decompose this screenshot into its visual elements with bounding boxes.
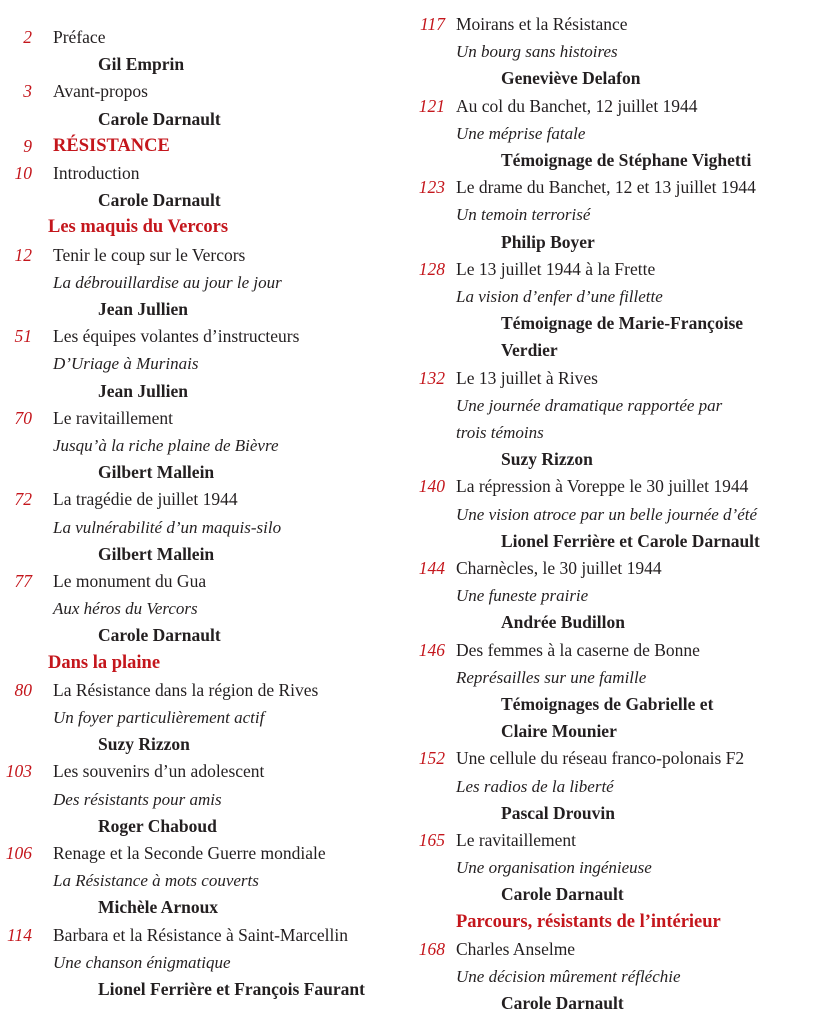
toc-line — [408, 909, 829, 936]
page-number: 152 — [418, 748, 445, 769]
section-heading: Les maquis du Vercors — [48, 217, 229, 238]
entry-author: Carole Darnault — [501, 884, 624, 905]
toc-line — [408, 528, 829, 555]
toc-line — [408, 773, 829, 800]
entry-author: Jean Jullien — [98, 299, 188, 319]
entry-author: Jean Jullien — [98, 380, 188, 401]
toc-line — [0, 786, 408, 813]
toc-line — [0, 514, 408, 541]
toc-line — [0, 459, 408, 486]
toc-line — [408, 936, 829, 963]
toc-line — [0, 160, 408, 187]
entry-subtitle: Une funeste prairie — [456, 586, 589, 606]
entry-subtitle: Des résistants pour amis — [53, 789, 222, 809]
page-number: 103 — [5, 761, 32, 782]
entry-author: Lionel Ferrière et Carole Darnault — [501, 530, 760, 551]
toc-line — [0, 677, 408, 704]
toc-line — [0, 296, 408, 323]
page-number: 70 — [14, 407, 32, 428]
toc-line — [408, 65, 829, 92]
entry-subtitle: Les radios de la liberté — [456, 776, 614, 796]
toc-line — [408, 637, 829, 664]
entry-author: Suzy Rizzon — [501, 449, 593, 470]
entry-subtitle: trois témoins — [456, 423, 544, 442]
toc-line — [408, 745, 829, 772]
entry-title: La Résistance dans la région de Rives — [53, 679, 319, 700]
toc-line — [408, 283, 829, 310]
entry-author: Verdier — [501, 340, 558, 361]
toc-line — [0, 486, 408, 513]
entry-subtitle: Une vision atroce par un belle journée d’été — [456, 504, 758, 524]
entry-subtitle: Une journée dramatique rapportée par — [456, 395, 723, 415]
toc-line — [0, 867, 408, 894]
toc-line — [408, 310, 829, 337]
toc-line — [0, 704, 408, 731]
entry-title: Les équipes volantes d’instructeurs — [53, 326, 300, 347]
toc-line — [0, 922, 408, 949]
toc-line — [408, 501, 829, 528]
toc-line — [0, 133, 408, 160]
page-number: 168 — [418, 938, 445, 959]
section-heading: Dans la plaine — [48, 652, 161, 673]
toc-line — [408, 147, 829, 174]
entry-subtitle: Un bourg sans histoires — [456, 42, 618, 62]
toc-line — [408, 392, 829, 419]
entry-subtitle: Une décision mûrement réfléchie — [456, 967, 681, 986]
toc-line — [0, 731, 408, 758]
entry-author: Pascal Drouvin — [501, 802, 615, 823]
toc-line — [408, 881, 829, 908]
entry-author: Gil Emprin — [98, 54, 185, 75]
page-number: 146 — [418, 639, 445, 660]
toc-line — [408, 446, 829, 473]
page-number: 128 — [418, 258, 445, 279]
entry-author: Témoignage de Marie-Françoise — [501, 313, 744, 334]
toc-line — [408, 718, 829, 745]
toc-line — [0, 187, 408, 214]
entry-subtitle: Une méprise fatale — [456, 123, 586, 143]
entry-author: Témoignage de Stéphane Vighetti — [501, 150, 752, 170]
entry-title: La répression à Voreppe le 30 juillet 1944 — [456, 476, 749, 497]
entry-title: Le 13 juillet à Rives — [456, 367, 598, 388]
entry-subtitle: Un temoin terrorisé — [456, 205, 591, 225]
entry-title: Avant-propos — [53, 81, 148, 102]
toc-line — [0, 840, 408, 867]
toc-line — [0, 106, 408, 133]
toc-line — [0, 894, 408, 921]
toc-line — [408, 963, 829, 990]
entry-title: Le monument du Gua — [53, 571, 207, 591]
entry-subtitle: La vision d’enfer d’une fillette — [456, 287, 663, 306]
entry-title: Une cellule du réseau franco-polonais F2 — [456, 748, 745, 769]
entry-author: Gilbert Mallein — [98, 543, 215, 564]
entry-author: Carole Darnault — [98, 108, 221, 129]
entry-title: Moirans et la Résistance — [456, 14, 628, 34]
toc-line — [408, 38, 829, 65]
toc-line — [0, 323, 408, 350]
page-number: 2 — [23, 27, 32, 47]
page-number: 117 — [420, 14, 445, 34]
page-number: 77 — [14, 571, 32, 591]
entry-title: Le drame du Banchet, 12 et 13 juillet 1944 — [456, 177, 756, 198]
entry-author: Carole Darnault — [98, 190, 221, 211]
page-number: 3 — [23, 81, 32, 102]
toc-line — [0, 24, 408, 51]
page-number: 80 — [14, 679, 32, 700]
toc-line — [408, 990, 829, 1017]
page-number: 12 — [14, 244, 32, 265]
page-number: 106 — [5, 843, 32, 863]
entry-subtitle: D’Uriage à Murinais — [53, 354, 199, 374]
toc-line — [408, 609, 829, 636]
entry-subtitle: Jusqu’à la riche plaine de Bièvre — [53, 436, 279, 455]
entry-subtitle: Aux héros du Vercors — [53, 599, 198, 619]
entry-title: Le ravitaillement — [53, 407, 174, 428]
toc-line — [408, 827, 829, 854]
page-number: 165 — [418, 830, 445, 850]
page-number: 72 — [14, 489, 32, 510]
toc-line — [0, 541, 408, 568]
toc-line — [0, 976, 408, 1003]
toc-line — [0, 949, 408, 976]
toc-line — [0, 595, 408, 622]
toc-line — [0, 813, 408, 840]
page-number: 9 — [23, 135, 32, 156]
entry-title: Le 13 juillet 1944 à la Frette — [456, 258, 656, 279]
part-heading: RÉSISTANCE — [53, 135, 170, 156]
entry-author: Carole Darnault — [98, 625, 221, 646]
toc-line — [0, 51, 408, 78]
entry-author: Carole Darnault — [501, 993, 624, 1014]
entry-author: Témoignages de Gabrielle et — [501, 694, 714, 714]
entry-title: Des femmes à la caserne de Bonne — [456, 639, 700, 660]
toc-line — [0, 758, 408, 785]
entry-author: Geneviève Delafon — [501, 68, 641, 89]
toc-line — [408, 93, 829, 120]
entry-author: Lionel Ferrière et François Faurant — [98, 979, 365, 999]
toc-line — [408, 120, 829, 147]
toc-line — [0, 242, 408, 269]
toc-line — [0, 214, 408, 241]
toc-line — [408, 800, 829, 827]
toc-line — [0, 78, 408, 105]
page-number: 10 — [14, 163, 32, 183]
toc-line — [408, 691, 829, 718]
entry-subtitle: La Résistance à mots couverts — [53, 871, 259, 891]
entry-title: Barbara et la Résistance à Saint-Marcellin — [53, 924, 348, 945]
entry-author: Michèle Arnoux — [98, 897, 219, 918]
toc-line — [408, 256, 829, 283]
toc-line — [408, 854, 829, 881]
entry-author: Andrée Budillon — [501, 612, 625, 633]
toc-line — [408, 174, 829, 201]
page-number: 140 — [418, 476, 445, 497]
page-number: 132 — [418, 367, 445, 388]
page-number: 114 — [7, 924, 32, 945]
toc-line — [408, 201, 829, 228]
entry-title: Le ravitaillement — [456, 830, 577, 850]
toc-line — [408, 229, 829, 256]
entry-subtitle: Une chanson énigmatique — [53, 952, 231, 972]
entry-author: Roger Chaboud — [98, 815, 217, 836]
toc-line — [408, 365, 829, 392]
toc-line — [408, 337, 829, 364]
entry-subtitle: La vulnérabilité d’un maquis-silo — [53, 517, 282, 537]
entry-title: Les souvenirs d’un adolescent — [53, 761, 265, 782]
toc-line — [408, 473, 829, 500]
page-number: 144 — [418, 558, 445, 578]
toc-line — [0, 432, 408, 459]
entry-subtitle: Une organisation ingénieuse — [456, 858, 652, 878]
toc-line — [408, 555, 829, 582]
toc-line — [408, 11, 829, 38]
page-number: 123 — [418, 177, 445, 198]
page-number: 51 — [14, 326, 32, 347]
entry-title: Charnècles, le 30 juillet 1944 — [456, 558, 662, 578]
entry-title: Au col du Banchet, 12 juillet 1944 — [456, 95, 698, 116]
toc-line — [0, 405, 408, 432]
entry-author: Philip Boyer — [501, 231, 595, 252]
section-heading: Parcours, résistants de l’intérieur — [456, 911, 721, 932]
page-number: 121 — [418, 95, 445, 116]
entry-author: Suzy Rizzon — [98, 734, 190, 755]
toc-line — [408, 664, 829, 691]
entry-title: Charles Anselme — [456, 938, 576, 959]
entry-title: Tenir le coup sur le Vercors — [53, 244, 246, 265]
toc-line — [0, 378, 408, 405]
toc-line — [0, 350, 408, 377]
entry-subtitle: La débrouillardise au jour le jour — [53, 272, 282, 292]
toc-line — [0, 269, 408, 296]
entry-subtitle: Un foyer particulièrement actif — [53, 708, 265, 727]
entry-title: La tragédie de juillet 1944 — [53, 489, 238, 510]
entry-title: Introduction — [53, 163, 140, 183]
entry-title: Préface — [53, 27, 106, 47]
entry-title: Renage et la Seconde Guerre mondiale — [53, 843, 326, 863]
entry-author: Gilbert Mallein — [98, 462, 215, 483]
toc-line — [408, 582, 829, 609]
toc-line — [0, 650, 408, 677]
entry-subtitle: Représailles sur une famille — [456, 667, 647, 687]
entry-author: Claire Mounier — [501, 721, 617, 742]
toc-line — [0, 568, 408, 595]
toc-line — [0, 622, 408, 649]
toc-line — [408, 419, 829, 446]
